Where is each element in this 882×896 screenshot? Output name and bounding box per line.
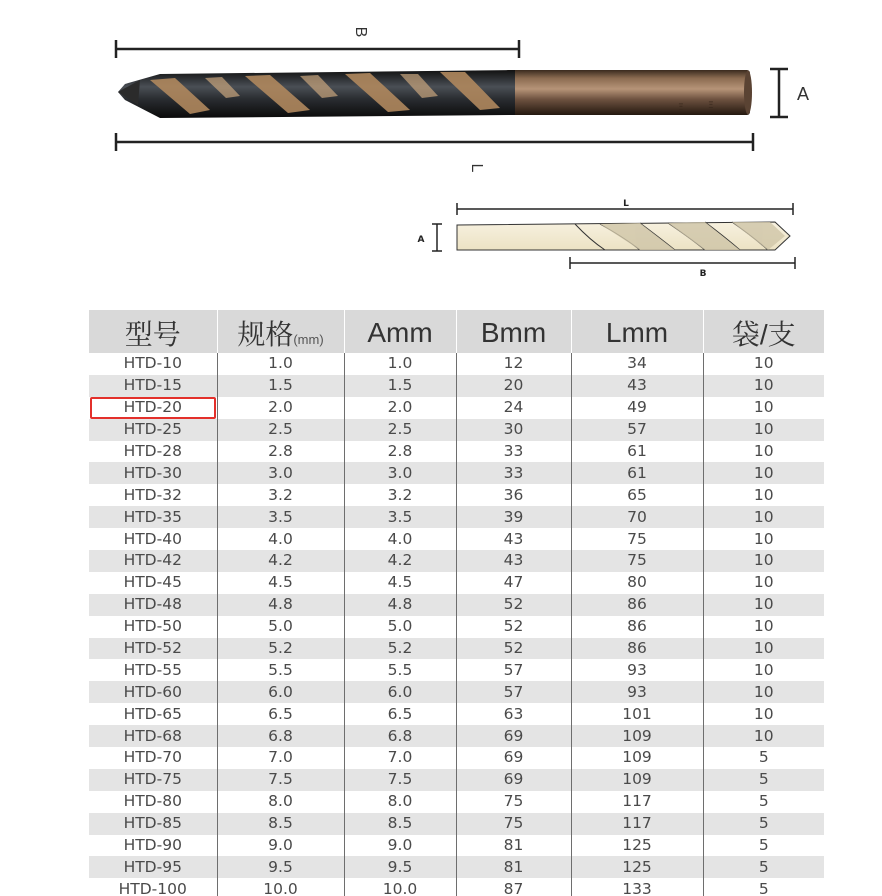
- cell-l: 117: [571, 813, 703, 835]
- cell-model: HTD-20: [89, 397, 217, 419]
- cell-l: 80: [571, 572, 703, 594]
- cell-model: HTD-95: [89, 856, 217, 878]
- cell-a: 2.8: [344, 441, 456, 463]
- cell-b: 47: [456, 572, 571, 594]
- table-row: [89, 616, 824, 638]
- cell-model: HTD-85: [89, 813, 217, 835]
- cell-a: 8.5: [344, 813, 456, 835]
- drill-bit-figure: [0, 0, 882, 300]
- cell-model: HTD-100: [89, 878, 217, 896]
- cell-pack-qty: 10: [753, 398, 774, 417]
- cell-spec: 3.2: [217, 484, 344, 506]
- table-row: [89, 703, 824, 725]
- cell-l: 93: [571, 659, 703, 681]
- table-row: [89, 878, 824, 896]
- cell-spec: 2.5: [217, 419, 344, 441]
- cell-b: 33: [456, 462, 571, 484]
- cell-l: 86: [571, 638, 703, 660]
- cell-spec: 9.5: [217, 856, 344, 878]
- cell-b: 81: [456, 835, 571, 857]
- cell-a: 4.5: [344, 572, 456, 594]
- table-row: [89, 572, 824, 594]
- cell-model: HTD-25: [89, 419, 217, 441]
- cell-pack-qty: 5: [758, 792, 769, 811]
- cell-pack-qty: 10: [703, 419, 824, 441]
- cell-l: 65: [571, 484, 703, 506]
- cell-b: 69: [456, 769, 571, 791]
- cell-pack-qty: 10: [753, 442, 774, 460]
- cell-a: 4.8: [344, 594, 456, 616]
- table-row: [89, 594, 824, 616]
- cell-a: 9.5: [344, 856, 456, 878]
- cell-b: 63: [456, 703, 571, 725]
- table-row: [89, 681, 824, 703]
- cell-l: 34: [571, 353, 703, 375]
- svg-text:Ξ: Ξ: [708, 101, 714, 111]
- cell-a: 5.0: [344, 616, 456, 638]
- cell-model: HTD-60: [89, 681, 217, 703]
- table-row: [89, 484, 824, 506]
- cell-spec: 3.5: [217, 506, 344, 528]
- cell-b: 12: [456, 353, 571, 375]
- cell-b: 57: [456, 659, 571, 681]
- cell-model: HTD-50: [89, 616, 217, 638]
- cell-pack-qty: 10: [703, 506, 824, 528]
- cell-l: 86: [571, 594, 703, 616]
- dimension-a-right: [770, 69, 788, 117]
- cell-l: 43: [571, 375, 703, 397]
- table-row: [89, 747, 824, 769]
- cell-model: HTD-15: [89, 375, 217, 397]
- cell-l: 117: [571, 791, 703, 813]
- cell-pack-qty: 10: [703, 594, 824, 616]
- cell-spec: 3.0: [217, 462, 344, 484]
- table-row: [89, 835, 824, 857]
- table-row: [89, 550, 824, 572]
- dimension-l-label: L: [468, 163, 485, 173]
- drill-bit-photo: [118, 70, 752, 118]
- cell-l: 86: [571, 616, 703, 638]
- cell-a: 3.5: [344, 506, 456, 528]
- cell-b: 33: [456, 441, 571, 463]
- svg-text:Ξ: Ξ: [678, 103, 684, 113]
- cell-pack-qty: 10: [703, 550, 824, 572]
- cell-model: HTD-32: [89, 484, 217, 506]
- cell-pack-qty: 5: [703, 769, 824, 791]
- cell-pack-qty: 10: [753, 354, 774, 373]
- cell-pack-qty: 10: [703, 375, 824, 397]
- cell-spec: 7.0: [217, 747, 344, 769]
- cell-model: HTD-80: [89, 791, 217, 813]
- cell-spec: 7.5: [217, 769, 344, 791]
- cell-model: HTD-10: [89, 353, 217, 375]
- cell-b: 69: [456, 725, 571, 747]
- cell-b: 39: [456, 506, 571, 528]
- cell-model: HTD-68: [89, 725, 217, 747]
- cell-pack-qty: 10: [703, 462, 824, 484]
- cell-l: 101: [571, 703, 703, 725]
- cell-pack-qty: 5: [758, 836, 769, 855]
- cell-l: 109: [571, 747, 703, 769]
- table-row: [89, 856, 824, 878]
- table-row: [89, 419, 824, 441]
- cell-l: 70: [571, 506, 703, 528]
- cell-spec: 2.8: [217, 441, 344, 463]
- cell-a: 3.2: [344, 484, 456, 506]
- cell-l: 57: [571, 419, 703, 441]
- cell-pack-qty: 10: [753, 704, 774, 723]
- cell-spec: 2.0: [217, 397, 344, 419]
- cell-a: 2.0: [344, 397, 456, 419]
- table-body: [89, 353, 824, 896]
- cell-l: 93: [571, 681, 703, 703]
- spec-table: [89, 310, 824, 896]
- cell-model: HTD-55: [89, 659, 217, 681]
- cell-a: 3.0: [344, 462, 456, 484]
- cell-b: 43: [456, 528, 571, 550]
- cell-l: 109: [571, 769, 703, 791]
- cell-a: 6.5: [344, 703, 456, 725]
- cell-spec: 1.5: [217, 375, 344, 397]
- header-pack-qty: 袋/支: [703, 310, 824, 353]
- table-header-row: [89, 310, 824, 353]
- cell-model: HTD-35: [89, 506, 217, 528]
- cell-a: 6.0: [344, 681, 456, 703]
- cell-l: 75: [571, 528, 703, 550]
- cell-model: HTD-28: [89, 441, 217, 463]
- cell-b: 24: [456, 397, 571, 419]
- cell-spec: 9.0: [217, 835, 344, 857]
- cell-b: 75: [456, 791, 571, 813]
- header-l: Lmm: [571, 310, 703, 353]
- cell-pack-qty: 10: [753, 573, 774, 592]
- cell-l: 125: [571, 856, 703, 878]
- cell-spec: 4.0: [217, 528, 344, 550]
- table-row: [89, 441, 824, 463]
- cell-model: HTD-48: [89, 594, 217, 616]
- cell-a: 4.0: [344, 528, 456, 550]
- cell-b: 75: [456, 813, 571, 835]
- table-row: [89, 813, 824, 835]
- table-row: [89, 353, 824, 375]
- table-row: [89, 791, 824, 813]
- cell-l: 49: [571, 397, 703, 419]
- dimension-a-label: A: [797, 84, 810, 104]
- cell-model: HTD-70: [89, 747, 217, 769]
- table-row: [89, 375, 824, 397]
- cell-pack-qty: 10: [753, 529, 774, 548]
- table-row: [89, 462, 824, 484]
- cell-a: 10.0: [344, 878, 456, 896]
- cell-spec: 5.5: [217, 659, 344, 681]
- cell-spec: 1.0: [217, 353, 344, 375]
- cell-a: 6.8: [344, 725, 456, 747]
- cell-l: 125: [571, 835, 703, 857]
- cell-spec: 5.0: [217, 616, 344, 638]
- cell-model: HTD-45: [89, 572, 217, 594]
- cell-model: HTD-30: [89, 462, 217, 484]
- cell-a: 1.0: [344, 353, 456, 375]
- cell-model: HTD-90: [89, 835, 217, 857]
- cell-l: 61: [571, 441, 703, 463]
- cell-l: 109: [571, 725, 703, 747]
- header-b: Bmm: [456, 310, 571, 353]
- cell-b: 52: [456, 594, 571, 616]
- cell-model: HTD-75: [89, 769, 217, 791]
- cell-pack-qty: 10: [753, 660, 774, 679]
- cell-spec: 4.2: [217, 550, 344, 572]
- cell-b: 52: [456, 616, 571, 638]
- drawing-a-label: A: [417, 235, 425, 245]
- table-row: [89, 725, 824, 747]
- cell-pack-qty: 10: [703, 638, 824, 660]
- cell-a: 7.0: [344, 747, 456, 769]
- cell-pack-qty: 5: [758, 879, 769, 896]
- table-row: [89, 769, 824, 791]
- cell-a: 1.5: [344, 375, 456, 397]
- cell-a: 5.2: [344, 638, 456, 660]
- cell-b: 36: [456, 484, 571, 506]
- cell-model: HTD-42: [89, 550, 217, 572]
- header-model: 型号: [89, 310, 217, 353]
- cell-b: 43: [456, 550, 571, 572]
- drawing-b-label: B: [699, 269, 707, 279]
- cell-a: 4.2: [344, 550, 456, 572]
- table-row: [89, 397, 824, 419]
- cell-pack-qty: 10: [703, 725, 824, 747]
- cell-b: 52: [456, 638, 571, 660]
- table-row: [89, 506, 824, 528]
- cell-spec: 8.0: [217, 791, 344, 813]
- cell-a: 8.0: [344, 791, 456, 813]
- cell-model: HTD-52: [89, 638, 217, 660]
- cell-spec: 5.2: [217, 638, 344, 660]
- table-row: [89, 638, 824, 660]
- cell-model: HTD-40: [89, 528, 217, 550]
- cell-b: 57: [456, 681, 571, 703]
- cell-l: 133: [571, 878, 703, 896]
- dimension-b-top: [116, 40, 519, 58]
- cell-pack-qty: 10: [753, 617, 774, 636]
- cell-l: 61: [571, 462, 703, 484]
- cell-a: 2.5: [344, 419, 456, 441]
- cell-pack-qty: 10: [703, 681, 824, 703]
- cell-pack-qty: 5: [758, 748, 769, 767]
- cell-b: 87: [456, 878, 571, 896]
- table-row: [89, 659, 824, 681]
- cell-pack-qty: 5: [703, 813, 824, 835]
- cell-spec: 6.5: [217, 703, 344, 725]
- cell-b: 20: [456, 375, 571, 397]
- cell-model: HTD-65: [89, 703, 217, 725]
- cell-a: 5.5: [344, 659, 456, 681]
- cell-l: 75: [571, 550, 703, 572]
- dimension-l-bottom: [116, 133, 753, 151]
- cell-spec: 8.5: [217, 813, 344, 835]
- header-spec: 规格(mm): [217, 310, 344, 353]
- drawing-l-label: L: [623, 199, 629, 209]
- cell-b: 69: [456, 747, 571, 769]
- cell-pack-qty: 10: [753, 485, 774, 504]
- cell-spec: 10.0: [217, 878, 344, 896]
- cell-spec: 4.5: [217, 572, 344, 594]
- technical-drawing: [418, 199, 795, 279]
- table-row: [89, 528, 824, 550]
- cell-spec: 6.8: [217, 725, 344, 747]
- cell-spec: 6.0: [217, 681, 344, 703]
- dimension-b-label: B: [352, 26, 369, 38]
- header-a: Amm: [344, 310, 456, 353]
- cell-pack-qty: 5: [703, 856, 824, 878]
- cell-b: 30: [456, 419, 571, 441]
- cell-a: 7.5: [344, 769, 456, 791]
- cell-spec: 4.8: [217, 594, 344, 616]
- cell-a: 9.0: [344, 835, 456, 857]
- cell-b: 81: [456, 856, 571, 878]
